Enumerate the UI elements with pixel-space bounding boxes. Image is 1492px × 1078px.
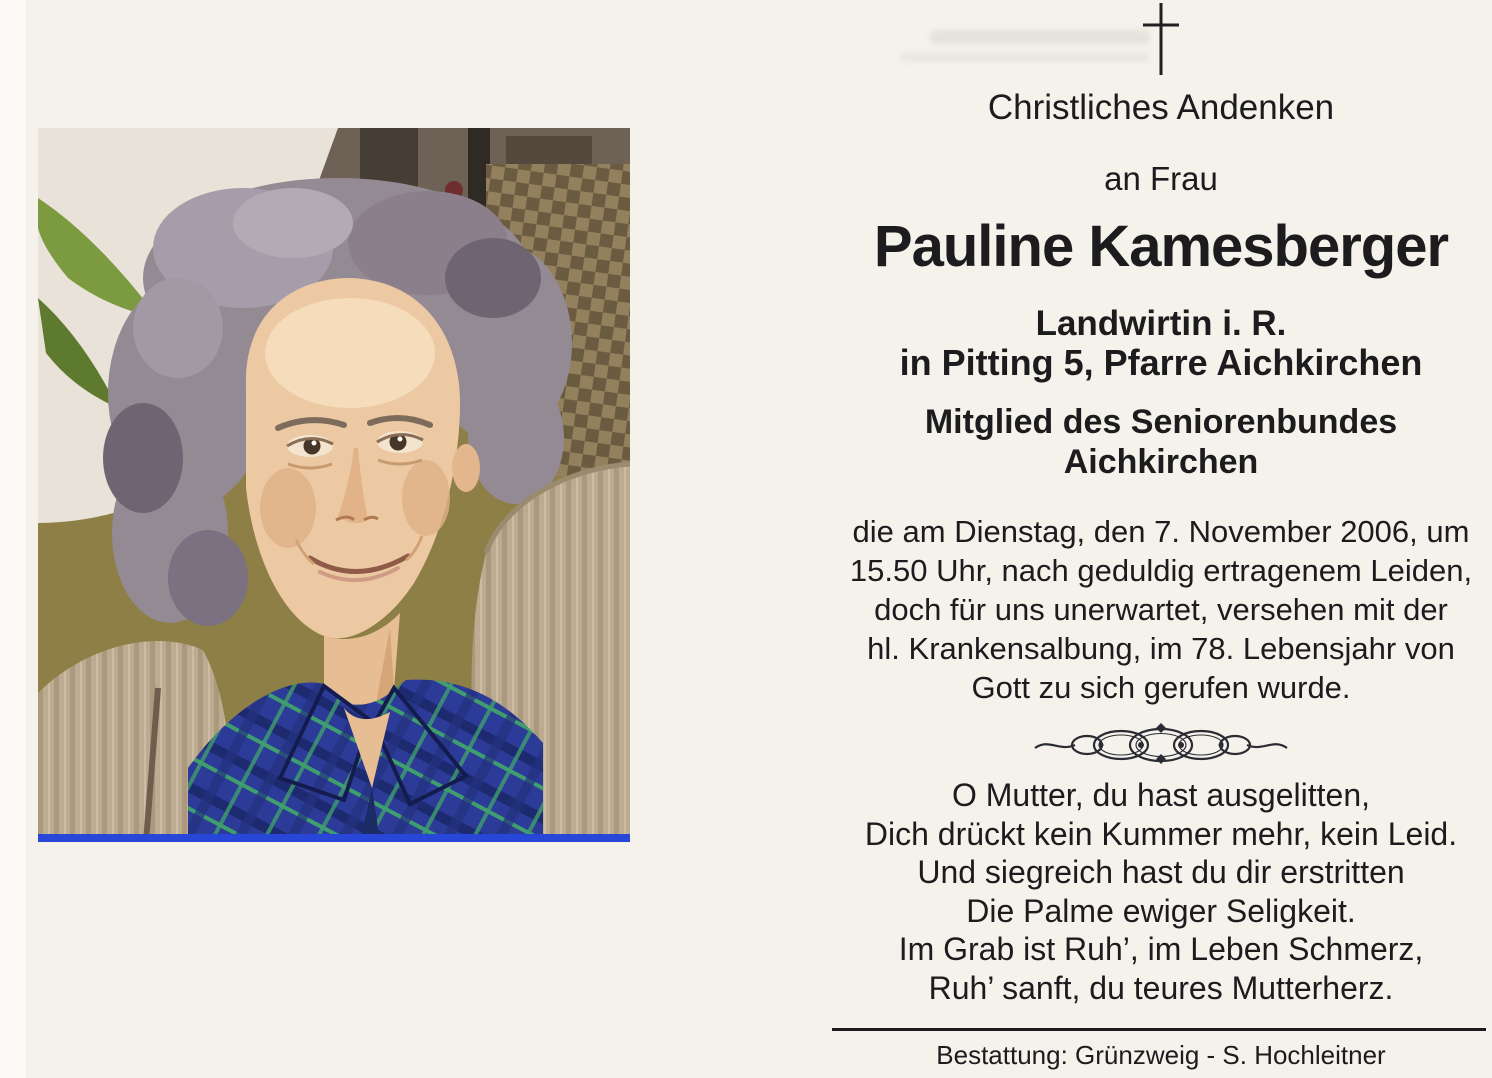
poem-line: Die Palme ewiger Seligkeit. <box>966 892 1356 929</box>
membership-line: Aichkirchen <box>1063 443 1259 481</box>
undertaker-credit: Bestattung: Grünzweig - S. Hochleitner <box>936 1040 1386 1070</box>
obituary-line: doch für uns unerwartet, versehen mit der <box>874 592 1448 627</box>
poem-line: Und siegreich hast du dir erstritten <box>917 854 1405 890</box>
deceased-occupation: Landwirtin i. R. <box>1035 304 1287 343</box>
memorial-poem <box>830 776 1492 1007</box>
poem-line: Dich drückt kein Kummer mehr, kein Leid. <box>864 815 1458 852</box>
membership-line: Mitglied des Seniorenbundes <box>924 403 1398 441</box>
text-column <box>830 0 1492 1078</box>
obituary-line: hl. Krankensalbung, im 78. Lebensjahr von <box>867 631 1455 666</box>
poem-line: Im Grab ist Ruh’, im Leben Schmerz, <box>898 931 1424 967</box>
obituary-line: Gott zu sich gerufen wurde. <box>971 670 1351 705</box>
scan-edge <box>0 0 26 1078</box>
obituary-line: 15.50 Uhr, nach geduldig ertragenem Leiden, <box>849 553 1473 588</box>
obituary-text <box>830 512 1492 707</box>
print-ghost-artifact <box>900 52 1150 62</box>
obituary-line: die am Dienstag, den 7. November 2006, um <box>852 514 1470 549</box>
print-ghost-artifact <box>930 30 1150 44</box>
deceased-name: Pauline Kamesberger <box>873 214 1449 279</box>
calligraphic-flourish-ornament <box>1031 720 1291 768</box>
card-title: Christliches Andenken <box>987 88 1335 127</box>
poem-line: O Mutter, du hast ausgelitten, <box>951 777 1370 813</box>
salutation: an Frau <box>1104 160 1218 197</box>
portrait-photo <box>38 128 630 842</box>
poem-line: Ruh’ sanft, du teures Mutterherz. <box>928 969 1394 1006</box>
deceased-residence: in Pitting 5, Pfarre Aichkirchen <box>899 342 1423 383</box>
latin-cross-icon <box>1141 2 1181 76</box>
portrait-illustration <box>38 128 630 842</box>
footer-divider <box>832 1028 1486 1031</box>
